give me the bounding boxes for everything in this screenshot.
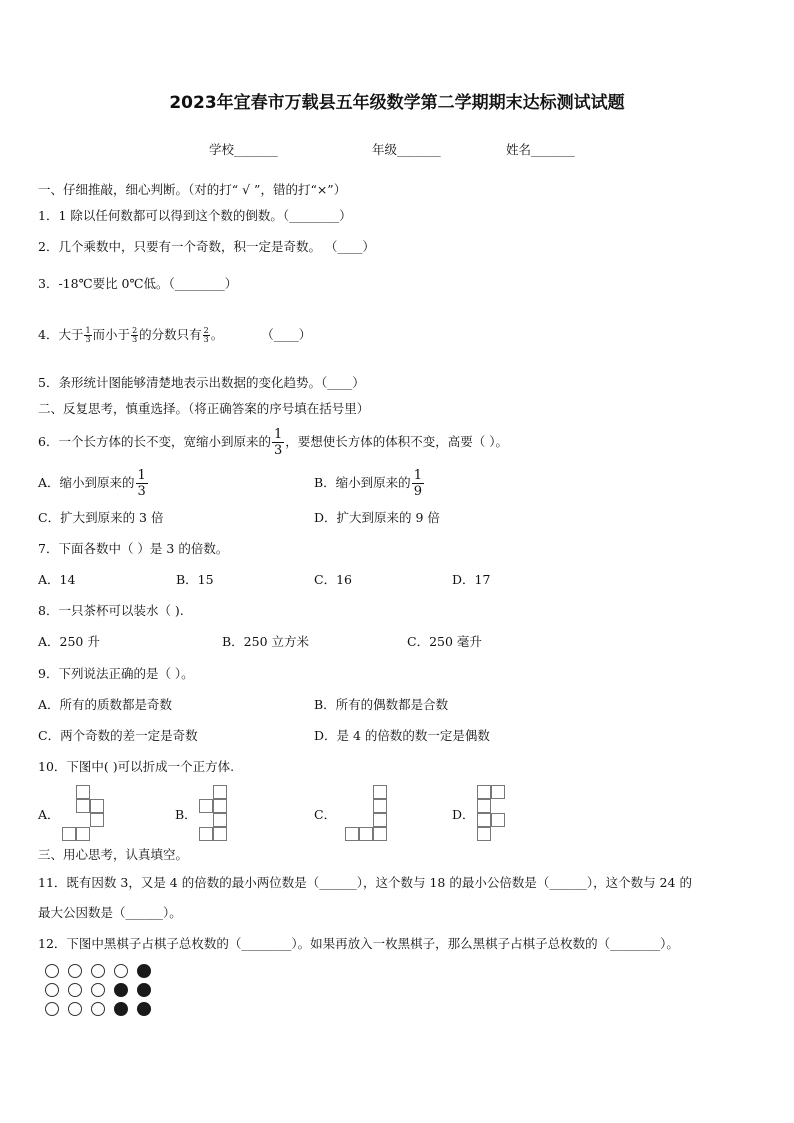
grade-field: 年级_______ (372, 142, 441, 157)
q7-option-d: D．17 (452, 572, 491, 587)
white-stone (68, 964, 82, 978)
black-stone (137, 983, 151, 997)
question-10: 10．下图中( )可以折成一个正方体. (38, 759, 235, 774)
fraction-2-3-b: $\frac{2}{3}$ (203, 326, 209, 344)
question-9: 9．下列说法正确的是（ ）。 (38, 666, 194, 681)
black-stone (114, 983, 128, 997)
fraction-1-9: $\frac{1}{9}$ (413, 468, 422, 499)
question-6 (38, 428, 508, 457)
fraction-1-3: $\frac{1}{3}$ (273, 427, 283, 458)
q6-option-a (38, 469, 149, 498)
question-11-line-1: 11．既有因数 3，又是 4 的倍数的最小两位数是（______），这个数与 18 的最小公倍数是（______），这个数与 24 的 (38, 875, 692, 890)
q4-blank: （____） (261, 327, 312, 342)
question-1: 1．1 除以任何数都可以得到这个数的倒数。（________） (38, 208, 352, 223)
page-title: 2023年宜春市万载县五年级数学第二学期期末达标测试试题 (169, 93, 625, 113)
q6-option-b (314, 469, 425, 498)
white-stone (91, 964, 105, 978)
name-field: 姓名_______ (506, 142, 575, 157)
q10-option-a: A． (38, 807, 60, 822)
section-1-heading: 一、仔细推敲，细心判断。（对的打“ √ ”，错的打“×”） (38, 182, 347, 197)
black-stone (137, 964, 151, 978)
white-stone (91, 983, 105, 997)
q10-option-c: C． (314, 807, 337, 822)
question-8: 8．一只茶杯可以装水（ ). (38, 603, 184, 618)
option-b-text: B．缩小到原来的 (314, 475, 411, 490)
white-stone (114, 964, 128, 978)
q7-option-a: A．14 (38, 572, 76, 587)
q9-option-d: D．是 4 的倍数的数一定是偶数 (314, 728, 490, 743)
q6-text-b: ，要想使长方体的体积不变，高要（ ）。 (285, 434, 508, 449)
black-stone (114, 1002, 128, 1016)
q9-option-c: C．两个奇数的差一定是奇数 (38, 728, 198, 743)
q10-option-d: D． (452, 807, 475, 822)
fraction-2-3: $\frac{2}{3}$ (132, 326, 138, 344)
question-3: 3．-18℃要比 0℃低。（________） (38, 276, 238, 291)
fraction-1-3: $\frac{1}{3}$ (137, 468, 146, 499)
section-2-heading: 二、反复思考，慎重选择。（将正确答案的序号填在括号里） (38, 401, 370, 416)
white-stone (45, 964, 59, 978)
option-a-text: A．缩小到原来的 (38, 475, 135, 490)
question-11-line-2: 最大公因数是（______）。 (38, 905, 182, 920)
q8-option-c: C．250 毫升 (407, 634, 482, 649)
go-stones-figure (45, 964, 155, 1024)
q7-option-c: C．16 (314, 572, 352, 587)
q7-option-b: B．15 (176, 572, 214, 587)
white-stone (45, 983, 59, 997)
q4-text-a: 4．大于 (38, 327, 84, 342)
question-7: 7．下面各数中（ ）是 3 的倍数。 (38, 541, 229, 556)
q9-option-a: A．所有的质数都是奇数 (38, 697, 173, 712)
q6-text-a: 6．一个长方体的长不变，宽缩小到原来的 (38, 434, 271, 449)
white-stone (68, 983, 82, 997)
question-2: 2．几个乘数中，只要有一个奇数，积一定是奇数。 （____） (38, 239, 375, 254)
q8-option-a: A．250 升 (38, 634, 100, 649)
question-5: 5．条形统计图能够清楚地表示出数据的变化趋势。（____） (38, 375, 365, 390)
school-field: 学校_______ (209, 142, 278, 157)
q9-option-b: B．所有的偶数都是合数 (314, 697, 449, 712)
q6-option-d: D．扩大到原来的 9 倍 (314, 510, 440, 525)
q4-text-d: 。 (210, 327, 224, 342)
question-12: 12．下图中黑棋子占棋子总枚数的（________）。如果再放入一枚黑棋子，那么黑棋子占棋子总枚数的（________）。 (38, 936, 679, 951)
question-4 (38, 326, 311, 344)
q6-option-c: C．扩大到原来的 3 倍 (38, 510, 164, 525)
q8-option-b: B．250 立方米 (222, 634, 310, 649)
fraction-1-3: $\frac{1}{3}$ (85, 326, 91, 344)
white-stone (68, 1002, 82, 1016)
white-stone (91, 1002, 105, 1016)
q10-option-b: B． (175, 807, 197, 822)
black-stone (137, 1002, 151, 1016)
white-stone (45, 1002, 59, 1016)
q4-text-c: 的分数只有 (139, 327, 202, 342)
q4-text-b: 而小于 (92, 327, 131, 342)
section-3-heading: 三、用心思考，认真填空。 (38, 847, 189, 862)
